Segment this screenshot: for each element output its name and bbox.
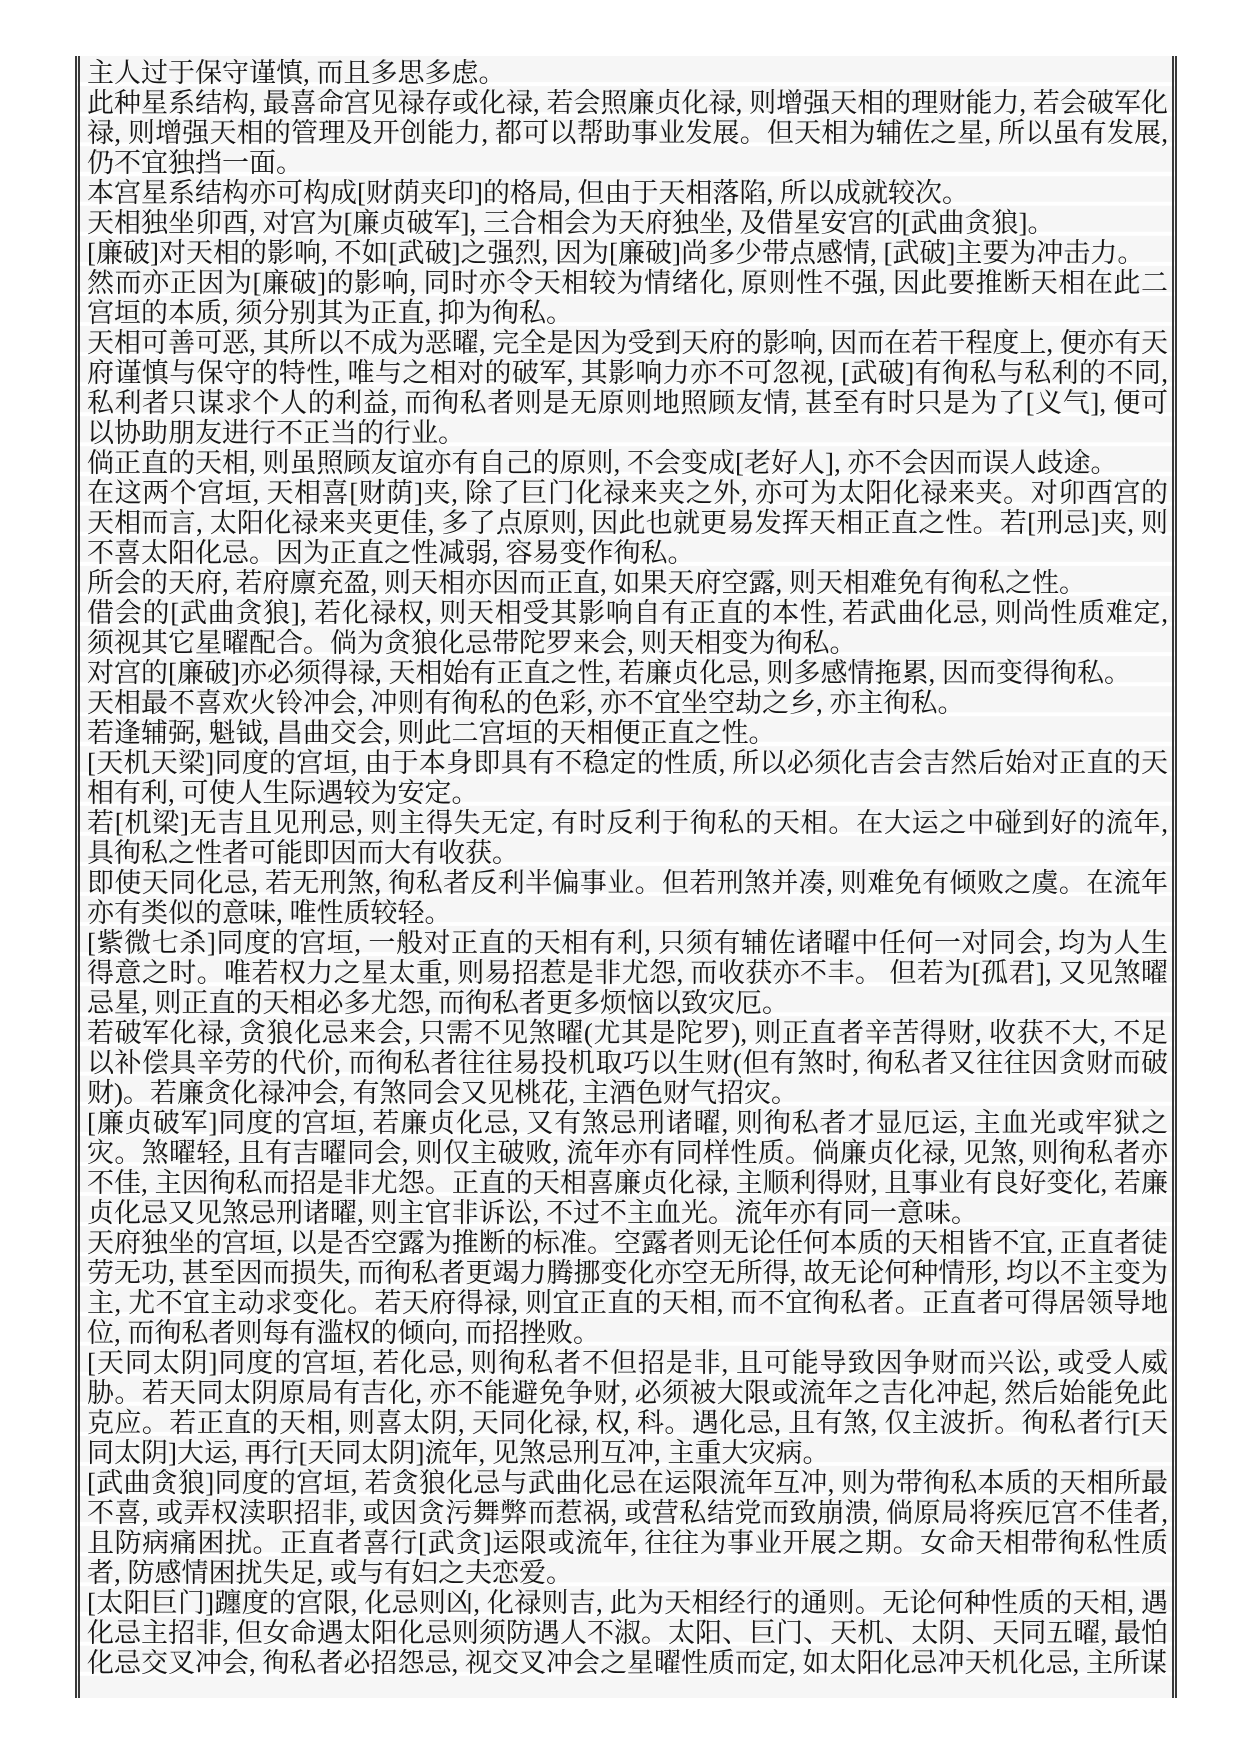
paragraph: [天机天梁]同度的宫垣, 由于本身即具有不稳定的性质, 所以必须化吉会吉然后始对正直的天相有利, 可使人生际遇较为安定。 [87,748,1168,808]
paragraph: 倘正直的天相, 则虽照顾友谊亦有自己的原则, 不会变成[老好人], 亦不会因而误人歧途。 [87,448,1118,478]
paragraph: 天相独坐卯酉, 对宫为[廉贞破军], 三合相会为天府独坐, 及借星安宫的[武曲贪狼]。 [87,208,1055,238]
paragraph: 借会的[武曲贪狼], 若化禄权, 则天相受其影响自有正直的本性, 若武曲化忌, 则尚性质难定, 须视其它星曜配合。倘为贪狼化忌带陀罗来会, 则天相变为徇私。 [87,598,1168,658]
paragraph: 本宫星系结构亦可构成[财荫夹印]的格局, 但由于天相落陷, 所以成就较次。 [87,178,969,208]
paragraph: 天相最不喜欢火铃冲会, 冲则有徇私的色彩, 亦不宜坐空劫之乡, 亦主徇私。 [87,688,965,718]
text-frame [75,56,1177,1698]
paragraph: [天同太阴]同度的宫垣, 若化忌, 则徇私者不但招是非, 且可能导致因争财而兴讼, 或受人威胁。若天同太阴原局有吉化, 亦不能避免争财, 必须被大限或流年之吉化冲起, 然后始能免此克应。若正直的天相, 则喜太阴, 天同化禄, 权, 科。遇化忌, 且有煞, 仅主波折。徇私者行[天同太阴]大运, 再行[天同太阴]流年, 见煞忌刑互冲, 主重大灾病。 [87,1348,1168,1468]
paragraph: [太阳巨门]躔度的宫限, 化忌则凶, 化禄则吉, 此为天相经行的通则。无论何种性质的天相, 遇化忌主招非, 但女命遇太阳化忌则须防遇人不淑。太阳、巨门、天机、太阴、天同五曜, 最怕化忌交叉冲会, 徇私者必招怨忌, 视交叉冲会之星曜性质而定, 如太阳化忌冲天机化忌, 主所谋 [87,1588,1168,1678]
paragraph: 所会的天府, 若府廪充盈, 则天相亦因而正直, 如果天府空露, 则天相难免有徇私之性。 [87,568,1086,598]
paragraph: 即使天同化忌, 若无刑煞, 徇私者反利半偏事业。但若刑煞并凑, 则难免有倾败之虞。在流年亦有类似的意味, 唯性质较轻。 [87,868,1168,928]
paragraph: 然而亦正因为[廉破]的影响, 同时亦令天相较为情绪化, 原则性不强, 因此要推断天相在此二宫垣的本质, 须分别其为正直, 抑为徇私。 [87,268,1168,328]
paragraph: 此种星系结构, 最喜命宫见禄存或化禄, 若会照廉贞化禄, 则增强天相的理财能力, 若会破军化禄, 则增强天相的管理及开创能力, 都可以帮助事业发展。但天相为辅佐之星, 所以虽有发展, 仍不宜独挡一面。 [87,88,1168,178]
paragraph: 在这两个宫垣, 天相喜[财荫]夹, 除了巨门化禄来夹之外, 亦可为太阳化禄来夹。对卯酉宫的天相而言, 太阳化禄来夹更佳, 多了点原则, 因此也就更易发挥天相正直之性。若[刑忌]夹, 则不喜太阳化忌。因为正直之性减弱, 容易变作徇私。 [87,478,1168,568]
paragraph: 主人过于保守谨慎, 而且多思多虑。 [87,58,506,88]
paragraph: [紫微七杀]同度的宫垣, 一般对正直的天相有利, 只须有辅佐诸曜中任何一对同会, 均为人生得意之时。唯若权力之星太重, 则易招惹是非尤怨, 而收获亦不丰。 但若为[孤君], 又见煞曜忌星, 则正直的天相必多尤怨, 而徇私者更多烦恼以致灾厄。 [87,928,1168,1018]
paragraph: 天相可善可恶, 其所以不成为恶曜, 完全是因为受到天府的影响, 因而在若干程度上, 便亦有天府谨慎与保守的特性, 唯与之相对的破军, 其影响力亦不可忽视, [武破]有徇私与私利的不同, 私利者只谋求个人的利益, 而徇私者则是无原则地照顾友情, 甚至有时只是为了[义气], 便可以协助朋友进行不正当的行业。 [87,328,1168,448]
paragraph: [武曲贪狼]同度的宫垣, 若贪狼化忌与武曲化忌在运限流年互冲, 则为带徇私本质的天相所最不喜, 或弄权渎职招非, 或因贪污舞弊而惹祸, 或营私结党而致崩溃, 倘原局将疾厄宫不佳者, 且防病痛困扰。正直者喜行[武贪]运限或流年, 往往为事业开展之期。女命天相带徇私性质者, 防感情困扰失足, 或与有妇之夫恋爱。 [87,1468,1168,1588]
paragraph: 若[机梁]无吉且见刑忌, 则主得失无定, 有时反利于徇私的天相。在大运之中碰到好的流年, 具徇私之性者可能即因而大有收获。 [87,808,1168,868]
paragraph: [廉贞破军]同度的宫垣, 若廉贞化忌, 又有煞忌刑诸曜, 则徇私者才显厄运, 主血光或牢狱之灾。煞曜轻, 且有吉曜同会, 则仅主破败, 流年亦有同样性质。倘廉贞化禄, 见煞, 则徇私者亦不佳, 主因徇私而招是非尤怨。正直的天相喜廉贞化禄, 主顺利得财, 且事业有良好变化, 若廉贞化忌又见煞忌刑诸曜, 则主官非诉讼, 不过不主血光。流年亦有同一意味。 [87,1108,1168,1228]
paragraph-list [87,58,1168,1678]
paragraph: 天府独坐的宫垣, 以是否空露为推断的标准。空露者则无论任何本质的天相皆不宜, 正直者徒劳无功, 甚至因而损失, 而徇私者更竭力腾挪变化亦空无所得, 故无论何种情形, 均以不主变为主, 尤不宜主动求变化。若天府得禄, 则宜正直的天相, 而不宜徇私者。正直者可得居领导地位, 而徇私者则每有滥权的倾向, 而招挫败。 [87,1228,1168,1348]
paragraph: 对宫的[廉破]亦必须得禄, 天相始有正直之性, 若廉贞化忌, 则多感情拖累, 因而变得徇私。 [87,658,1131,688]
paragraph: [廉破]对天相的影响, 不如[武破]之强烈, 因为[廉破]尚多少带点感情, [武破]主要为冲击力。 [87,238,1145,268]
paragraph: 若破军化禄, 贪狼化忌来会, 只需不见煞曜(尤其是陀罗), 则正直者辛苦得财, 收获不大, 不足以补偿具辛劳的代价, 而徇私者往往易投机取巧以生财(但有煞时, 徇私者又往往因贪财而破财)。若廉贪化禄冲会, 有煞同会又见桃花, 主酒色财气招灾。 [87,1018,1168,1108]
paragraph: 若逢辅弼, 魁钺, 昌曲交会, 则此二宫垣的天相便正直之性。 [87,718,776,748]
